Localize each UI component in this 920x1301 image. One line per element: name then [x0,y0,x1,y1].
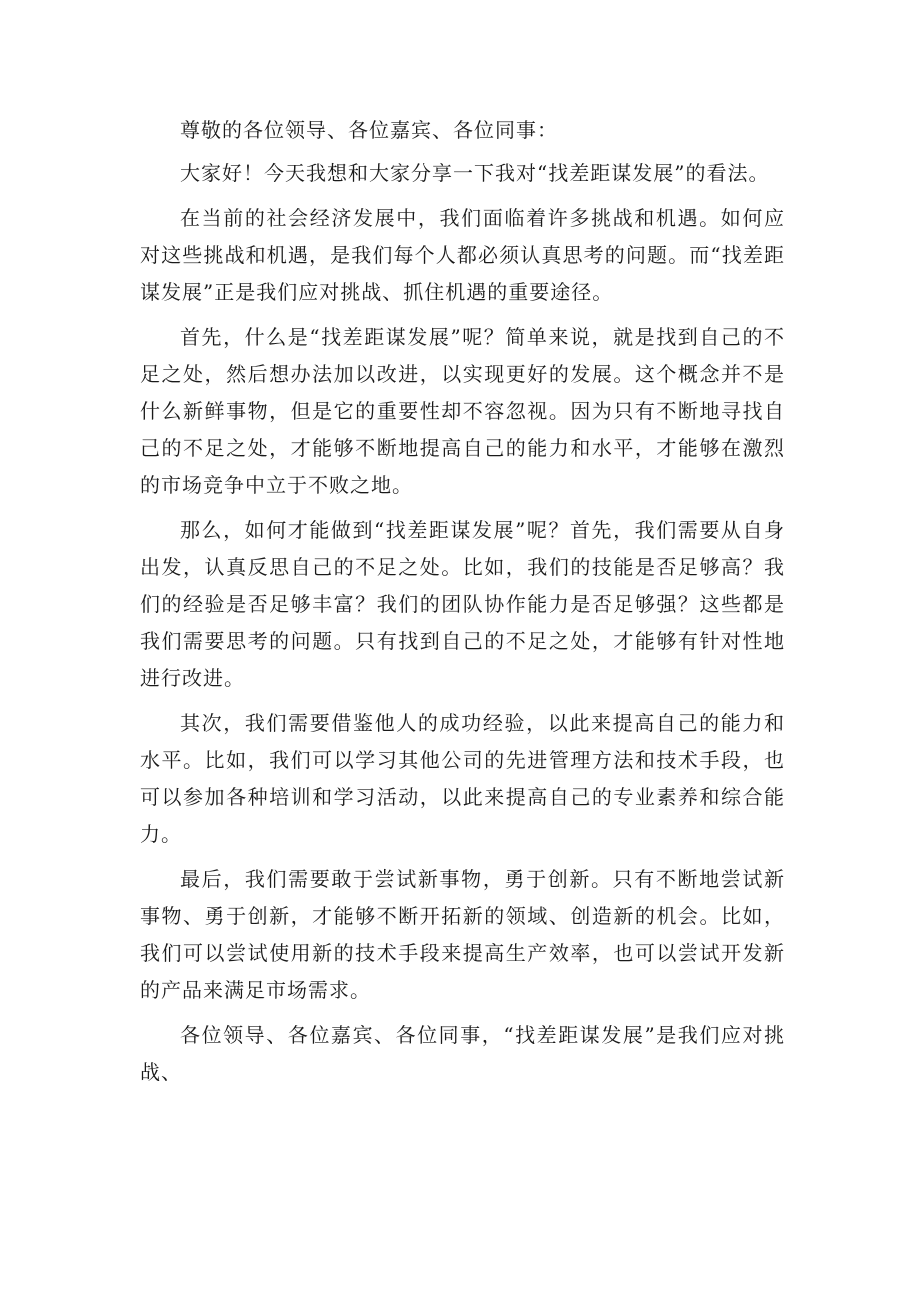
paragraph-closing: 各位领导、各位嘉宾、各位同事，“找差距谋发展”是我们应对挑战、 [140,1023,785,1084]
paragraph-learn-from-others: 其次，我们需要借鉴他人的成功经验，以此来提高自己的能力和水平。比如，我们可以学习其他公司的先进管理方法和技术手段，也可以参加各种培训和学习活动，以此来提高自己的专业素养和综合能力。 [140,711,785,846]
paragraph-self-reflection: 那么，如何才能做到“找差距谋发展”呢？首先，我们需要从自身出发，认真反思自己的不足之处。比如，我们的技能是否足够高？我们的经验是否足够丰富？我们的团队协作能力是否足够强？这些都是我们需要思考的问题。只有找到自己的不足之处，才能够有针对性地进行改进。 [140,518,785,690]
speech-body [140,112,785,1099]
paragraph-greeting: 大家好！今天我想和大家分享一下我对“找差距谋发展”的看法。 [180,161,770,185]
paragraph-definition: 首先，什么是“找差距谋发展”呢？简单来说，就是找到自己的不足之处，然后想办法加以改进，以实现更好的发展。这个概念并不是什么新鲜事物，但是它的重要性却不容忽视。因为只有不断地寻找自己的不足之处，才能够不断地提高自己的能力和水平，才能够在激烈的市场竞争中立于不败之地。 [140,325,785,497]
paragraph-innovation: 最后，我们需要敢于尝试新事物，勇于创新。只有不断地尝试新事物、勇于创新，才能够不断开拓新的领域、创造新的机会。比如，我们可以尝试使用新的技术手段来提高生产效率，也可以尝试开发新的产品来满足市场需求。 [140,867,785,1002]
paragraph-context: 在当前的社会经济发展中，我们面临着许多挑战和机遇。如何应对这些挑战和机遇，是我们每个人都必须认真思考的问题。而“找差距谋发展”正是我们应对挑战、抓住机遇的重要途径。 [140,206,785,304]
salutation: 尊敬的各位领导、各位嘉宾、各位同事： [180,118,558,142]
